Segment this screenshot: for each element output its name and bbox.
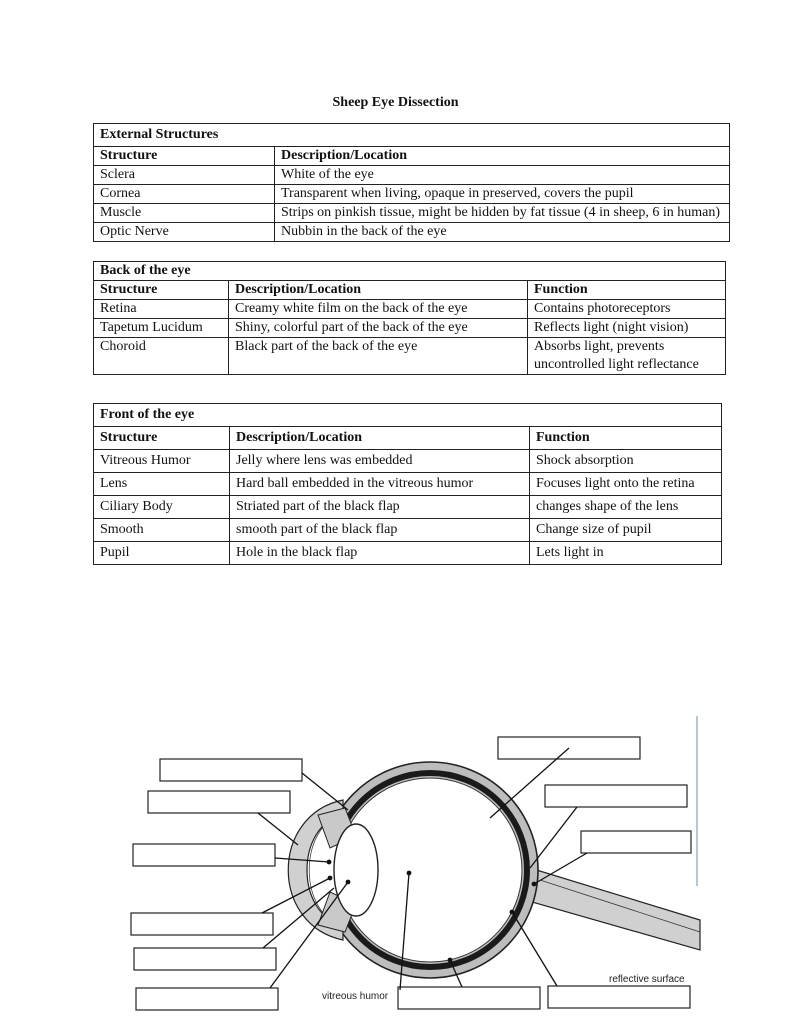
table-row <box>94 319 726 338</box>
table-row <box>94 519 722 542</box>
cell: Transparent when living, opaque in preserved, covers the pupil <box>275 185 730 204</box>
back-header-description: Description/Location <box>229 281 528 300</box>
cell: Hole in the black flap <box>230 542 530 565</box>
leader-line <box>530 807 577 868</box>
table-row <box>94 450 722 473</box>
back-header-structure: Structure <box>94 281 229 300</box>
table-row <box>94 338 726 375</box>
label-box-6[interactable] <box>133 844 275 866</box>
leader-line <box>258 813 298 845</box>
eye-diagram <box>0 700 791 1024</box>
external-header-structure: Structure <box>94 147 275 166</box>
label-box-10[interactable] <box>398 987 540 1009</box>
cell: Strips on pinkish tissue, might be hidden by fat tissue (4 in sheep, 6 in human) <box>275 204 730 223</box>
pointer-dot <box>327 860 332 865</box>
cell: Striated part of the black flap <box>230 496 530 519</box>
cell: Tapetum Lucidum <box>94 319 229 338</box>
front-header-function: Function <box>530 427 722 450</box>
cell: Lens <box>94 473 230 496</box>
table-row <box>94 185 730 204</box>
front-section-title: Front of the eye <box>94 404 722 427</box>
page-title: Sheep Eye Dissection <box>332 95 459 110</box>
cell: Optic Nerve <box>94 223 275 242</box>
external-structures-table <box>93 123 730 242</box>
pointer-dot <box>328 876 333 881</box>
cell: Pupil <box>94 542 230 565</box>
cell: Sclera <box>94 166 275 185</box>
external-section-title: External Structures <box>94 124 730 147</box>
label-box-5[interactable] <box>581 831 691 853</box>
pointer-dot <box>346 880 351 885</box>
table-row <box>94 473 722 496</box>
label-box-8[interactable] <box>134 948 276 970</box>
back-of-eye-table <box>93 261 726 375</box>
cell: Reflects light (night vision) <box>528 319 726 338</box>
cell: Muscle <box>94 204 275 223</box>
pointer-dot <box>510 910 515 915</box>
table-row <box>94 166 730 185</box>
cell: Shiny, colorful part of the back of the eye <box>229 319 528 338</box>
label-box-4[interactable] <box>148 791 290 813</box>
label-box-3[interactable] <box>545 785 687 807</box>
front-of-eye-table <box>93 403 722 565</box>
vitreous-humor-label: vitreous humor <box>322 991 389 1002</box>
cell: smooth part of the black flap <box>230 519 530 542</box>
cell: Contains photoreceptors <box>528 300 726 319</box>
table-row <box>94 496 722 519</box>
cell: Nubbin in the back of the eye <box>275 223 730 242</box>
label-box-7[interactable] <box>131 913 273 935</box>
cell: Hard ball embedded in the vitreous humor <box>230 473 530 496</box>
front-header-structure: Structure <box>94 427 230 450</box>
reflective-surface-label: reflective surface <box>609 974 685 985</box>
label-box-2[interactable] <box>160 759 302 781</box>
label-box-11[interactable] <box>548 986 690 1008</box>
table-row <box>94 204 730 223</box>
cell: Jelly where lens was embedded <box>230 450 530 473</box>
table-row <box>94 223 730 242</box>
external-header-description: Description/Location <box>275 147 730 166</box>
cell: Lets light in <box>530 542 722 565</box>
cell: White of the eye <box>275 166 730 185</box>
cell: Shock absorption <box>530 450 722 473</box>
table-row <box>94 300 726 319</box>
label-box-9[interactable] <box>136 988 278 1010</box>
cell: Vitreous Humor <box>94 450 230 473</box>
cell: Cornea <box>94 185 275 204</box>
leader-line <box>512 912 557 986</box>
cell: Black part of the back of the eye <box>229 338 528 375</box>
cell: Focuses light onto the retina <box>530 473 722 496</box>
cell: Retina <box>94 300 229 319</box>
back-header-function: Function <box>528 281 726 300</box>
pointer-dot <box>448 958 453 963</box>
front-header-description: Description/Location <box>230 427 530 450</box>
cell: Creamy white film on the back of the eye <box>229 300 528 319</box>
cell: Change size of pupil <box>530 519 722 542</box>
leader-line <box>302 773 348 810</box>
lens <box>334 824 378 916</box>
pointer-dot <box>407 871 412 876</box>
cell: Choroid <box>94 338 229 375</box>
back-section-title: Back of the eye <box>94 262 726 281</box>
cell: changes shape of the lens <box>530 496 722 519</box>
table-row <box>94 542 722 565</box>
cell: Ciliary Body <box>94 496 230 519</box>
cell: Smooth <box>94 519 230 542</box>
pointer-dot <box>532 882 537 887</box>
optic-nerve <box>525 868 700 950</box>
cell: Absorbs light, prevents uncontrolled light reflectance <box>528 338 726 375</box>
